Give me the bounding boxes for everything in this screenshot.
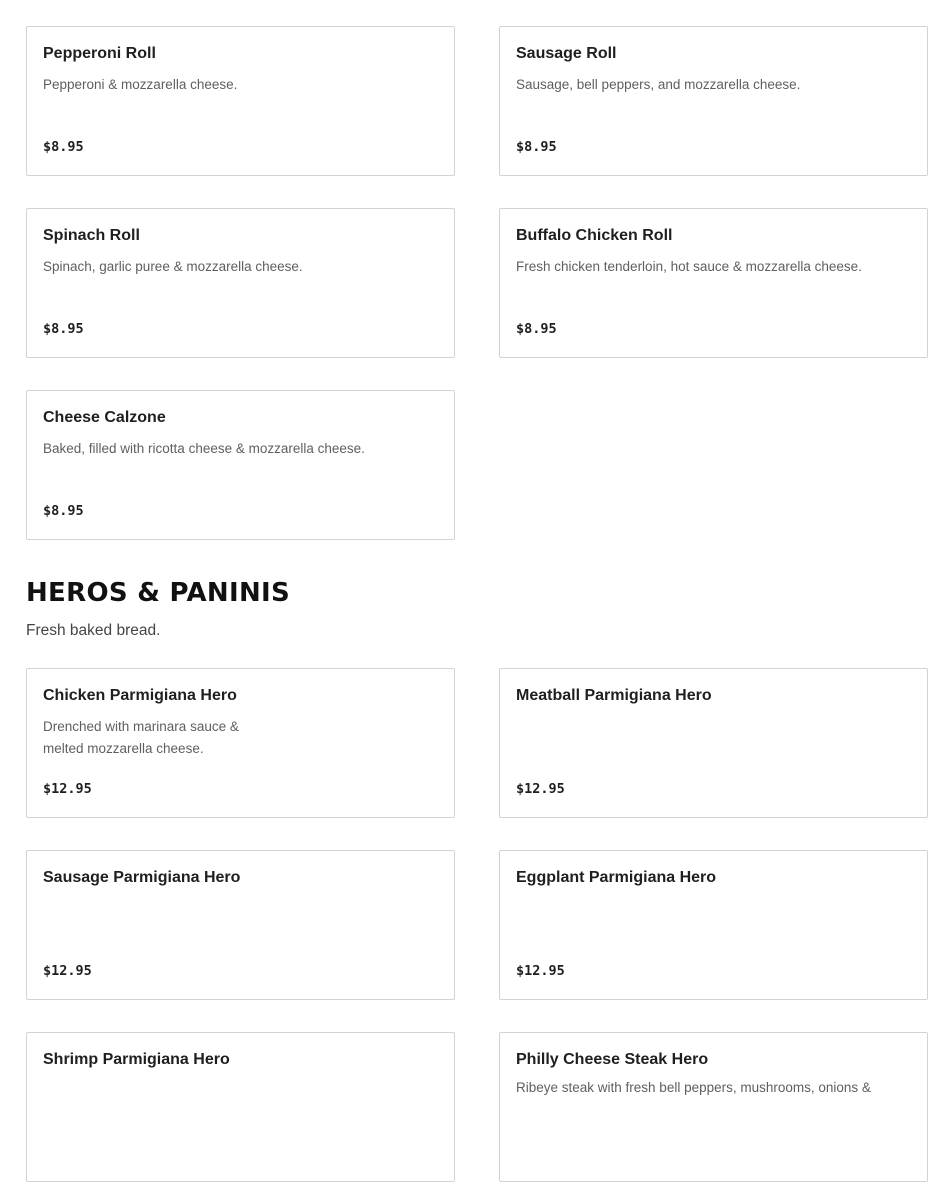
menu-item-name: Philly Cheese Steak Hero [516, 1051, 709, 1068]
menu-item-price: $8.95 [43, 503, 84, 519]
menu-item-description: Ribeye steak with fresh bell peppers, mushrooms, onions & [516, 1080, 871, 1095]
section-description: Fresh baked bread. [26, 622, 161, 639]
menu-item-description: Drenched with marinara sauce & melted mozzarella cheese. [43, 719, 239, 756]
menu-item-price: $12.95 [43, 963, 92, 979]
menu-item-name: Eggplant Parmigiana Hero [516, 869, 717, 886]
menu-item-name: Spinach Roll [43, 227, 140, 244]
menu-item-card[interactable] [499, 668, 928, 818]
menu-item-card[interactable] [26, 208, 455, 358]
menu-item-description: Spinach, garlic puree & mozzarella cheese. [43, 259, 303, 274]
menu-item-card[interactable] [499, 850, 928, 1000]
section-title: HEROS & PANINIS [26, 578, 291, 608]
menu-item-name: Buffalo Chicken Roll [516, 227, 673, 244]
menu-item-price: $8.95 [43, 321, 84, 337]
menu-item-name: Sausage Roll [516, 45, 617, 62]
menu-item-description: Fresh chicken tenderloin, hot sauce & mozzarella cheese. [516, 259, 862, 274]
menu-item-description: Baked, filled with ricotta cheese & mozzarella cheese. [43, 441, 365, 456]
menu-item-name: Meatball Parmigiana Hero [516, 687, 712, 704]
menu-item-price: $8.95 [516, 139, 557, 155]
menu-item-name: Shrimp Parmigiana Hero [43, 1051, 230, 1068]
menu-item-card[interactable] [499, 26, 928, 176]
menu-item-price: $8.95 [516, 321, 557, 337]
menu-item-price: $12.95 [516, 963, 565, 979]
menu-item-description: Sausage, bell peppers, and mozzarella cheese. [516, 77, 801, 92]
menu-item-card[interactable] [26, 26, 455, 176]
menu-item-name: Sausage Parmigiana Hero [43, 869, 241, 886]
menu-item-name: Chicken Parmigiana Hero [43, 687, 237, 704]
menu-item-price: $12.95 [516, 781, 565, 797]
menu-item-name: Pepperoni Roll [43, 45, 156, 62]
menu-item-card[interactable] [26, 850, 455, 1000]
menu-item-name: Cheese Calzone [43, 409, 166, 426]
menu-item-price: $12.95 [43, 781, 92, 797]
menu-item-card[interactable] [26, 668, 455, 818]
menu-item-card[interactable] [499, 208, 928, 358]
menu-item-card[interactable] [499, 1032, 928, 1182]
menu-item-card[interactable] [26, 1032, 455, 1182]
menu-item-card[interactable] [26, 390, 455, 540]
menu-item-price: $8.95 [43, 139, 84, 155]
menu-item-description: Pepperoni & mozzarella cheese. [43, 77, 238, 92]
